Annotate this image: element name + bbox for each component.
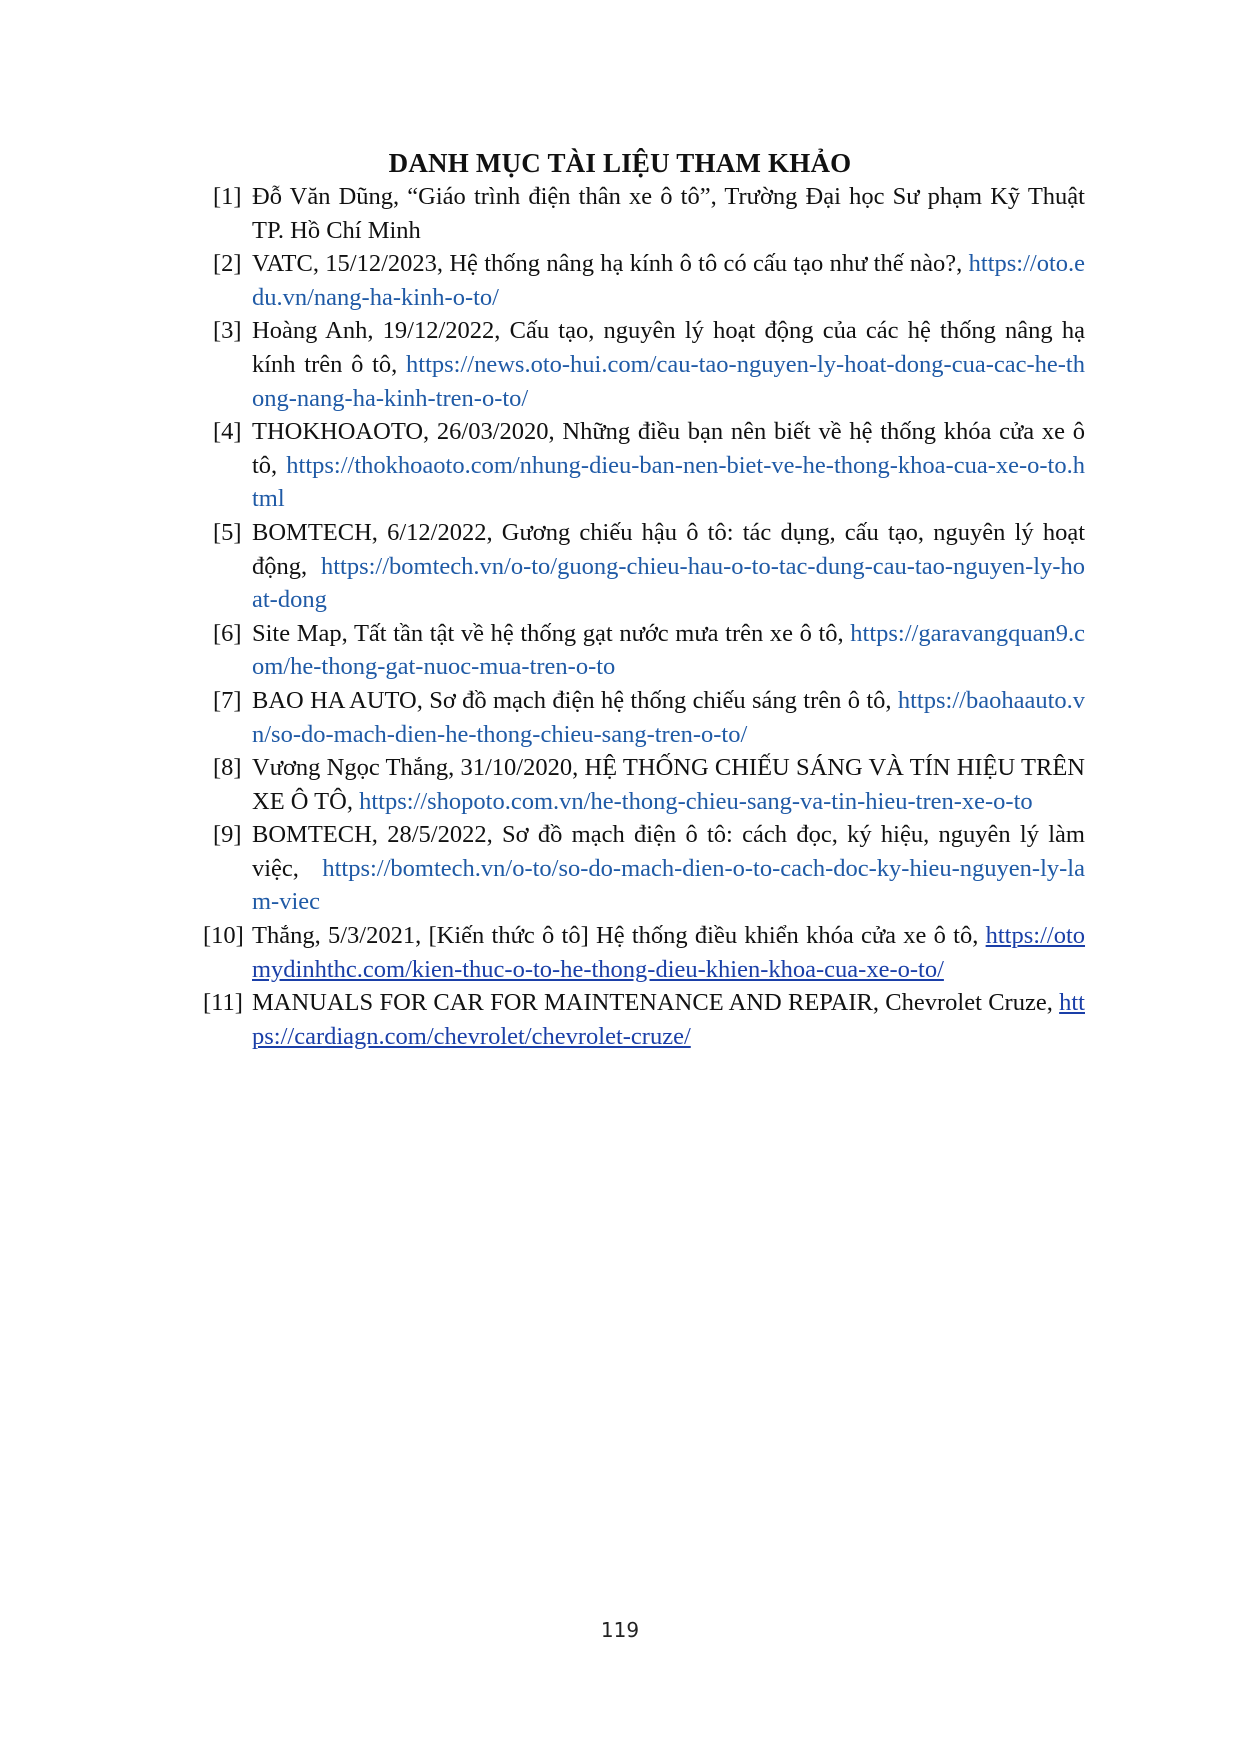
- reference-number: [9]: [213, 821, 242, 849]
- reference-link[interactable]: https://garavangquan9.com/he-thong-gat-nuoc-mua-tren-o-to: [252, 619, 1085, 681]
- reference-number: [2]: [213, 250, 242, 278]
- reference-number: [8]: [213, 754, 242, 782]
- reference-item: [205, 919, 1085, 986]
- reference-item: [205, 415, 1085, 516]
- reference-item: [205, 684, 1085, 751]
- reference-item: [205, 751, 1085, 818]
- reference-text: BAO HA AUTO, Sơ đồ mạch điện hệ thống chiếu sáng trên ô tô,: [252, 686, 892, 714]
- reference-number: [7]: [213, 686, 242, 714]
- reference-number: [5]: [213, 518, 242, 546]
- reference-item: [205, 516, 1085, 617]
- reference-text: BOMTECH, 28/5/2022, Sơ đồ mạch điện ô tô: cách đọc, ký hiệu, nguyên lý làm việc,: [252, 821, 1085, 882]
- reference-text: MANUALS FOR CAR FOR MAINTENANCE AND REPAIR, Chevrolet Cruze,: [252, 989, 1053, 1017]
- reference-link[interactable]: https://thokhoaoto.com/nhung-dieu-ban-nen-biet-ve-he-thong-khoa-cua-xe-o-to.html: [252, 451, 1085, 513]
- reference-number: [6]: [213, 619, 242, 647]
- reference-text: Site Map, Tất tần tật về hệ thống gạt nước mưa trên xe ô tô,: [252, 619, 844, 647]
- reference-text: VATC, 15/12/2023, Hệ thống nâng hạ kính ô tô có cấu tạo như thế nào?,: [252, 250, 963, 278]
- reference-text: THOKHOAOTO, 26/03/2020, Những điều bạn nên biết về hệ thống khóa cửa xe ô tô,: [252, 418, 1085, 479]
- reference-number: [11]: [203, 989, 243, 1017]
- reference-item: [205, 818, 1085, 919]
- reference-item: [205, 180, 1085, 247]
- page-title: DANH MỤC TÀI LIỆU THAM KHẢO: [388, 148, 852, 178]
- reference-link[interactable]: https://bomtech.vn/o-to/guong-chieu-hau-o-to-tac-dung-cau-tao-nguyen-ly-hoat-dong: [252, 552, 1085, 614]
- reference-item: [205, 314, 1085, 415]
- reference-text: Vương Ngọc Thắng, 31/10/2020, HỆ THỐNG CHIẾU SÁNG VÀ TÍN HIỆU TRÊN XE Ô TÔ,: [252, 754, 1085, 815]
- reference-link[interactable]: https://otomydinhthc.com/kien-thuc-o-to-he-thong-dieu-khien-khoa-cua-xe-o-to/: [252, 922, 1086, 983]
- page-number: 119: [600, 1618, 640, 1642]
- reference-text: Đỗ Văn Dũng, “Giáo trình điện thân xe ô tô”, Trường Đại học Sư phạm Kỹ Thuật TP. Hồ Chí Minh: [252, 183, 1085, 244]
- reference-text: Hoàng Anh, 19/12/2022, Cấu tạo, nguyên lý hoạt động của các hệ thống nâng hạ kính trên ô tô,: [252, 317, 1085, 378]
- reference-link[interactable]: https://bomtech.vn/o-to/so-do-mach-dien-o-to-cach-doc-ky-hieu-nguyen-ly-lam-viec: [252, 854, 1085, 916]
- reference-text: Thắng, 5/3/2021, [Kiến thức ô tô] Hệ thống điều khiển khóa cửa xe ô tô,: [252, 922, 979, 950]
- reference-item: [205, 247, 1085, 314]
- reference-number: [4]: [213, 418, 242, 446]
- reference-link[interactable]: https://shopoto.com.vn/he-thong-chieu-sang-va-tin-hieu-tren-xe-o-to: [359, 787, 1033, 815]
- reference-link[interactable]: https://news.oto-hui.com/cau-tao-nguyen-ly-hoat-dong-cua-cac-he-thong-nang-ha-kinh-tren-o-to/: [252, 350, 1085, 412]
- reference-link[interactable]: https://oto.edu.vn/nang-ha-kinh-o-to/: [252, 250, 1086, 311]
- reference-link[interactable]: https://baohaauto.vn/so-do-mach-dien-he-thong-chieu-sang-tren-o-to/: [252, 686, 1085, 748]
- reference-number: [1]: [213, 183, 242, 210]
- reference-item: [205, 617, 1085, 684]
- reference-number: [10]: [203, 922, 244, 950]
- reference-text: BOMTECH, 6/12/2022, Gương chiếu hậu ô tô: tác dụng, cấu tạo, nguyên lý hoạt động,: [252, 518, 1085, 580]
- reference-list: [205, 180, 1085, 1053]
- reference-number: [3]: [213, 317, 242, 345]
- reference-link[interactable]: https://cardiagn.com/chevrolet/chevrolet-cruze/: [252, 989, 1085, 1050]
- reference-item: [205, 986, 1085, 1053]
